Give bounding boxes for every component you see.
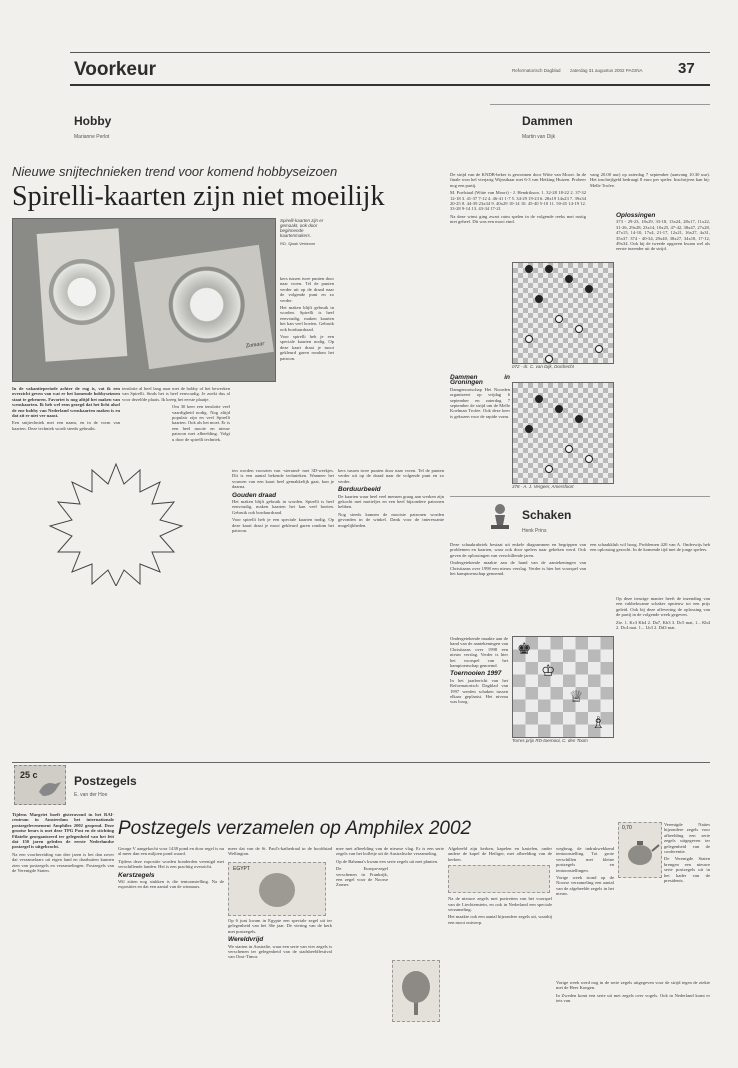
hobby-paragraph: Een snijtechniek met een naam, en in de vorm van kaarten. Deze techniek wordt steeds gebruikt. [12, 420, 120, 431]
postzegels-paragraph: George V aangekocht voor 1438 pond en door regel is nu al meer dan een miljoen pond waard. [118, 846, 224, 857]
hobby-photo [12, 218, 276, 382]
hobby-column-3 [232, 468, 334, 768]
hobby-column-side [280, 276, 334, 464]
dammen-section-title: Dammen [522, 114, 573, 128]
postzegels-paragraph: Op de Bahama's kwam een serie zegels uit met planten. [336, 858, 439, 864]
postzegels-column-3b [228, 918, 332, 1056]
black-piece [525, 425, 533, 433]
chess-pawn-icon [484, 502, 516, 532]
postzegels-paragraph: Verenigde Naties bijzondere zegels voor afbeelding een serie zegels uitgegeven ter gelegenheid van de conferentie. [664, 822, 710, 855]
hobby-section-title: Hobby [74, 114, 112, 128]
black-piece [535, 395, 543, 403]
teapot-stamp-price: 0,70 [622, 825, 632, 831]
hobby-column-4 [338, 468, 444, 768]
black-piece [575, 415, 583, 423]
schaken-column-right-lower [616, 596, 710, 776]
dammen-subhead: Dammen in Groningen [450, 374, 510, 387]
hobby-paragraph: kers tussen twee punten door naar voren. Tel de punten verder uit op de draad naar de volgende punt en zo verder. [280, 276, 334, 303]
dammen-paragraph: Damgenootschap Het Noorden organiseert op vrijdag 6 september en zaterdag 7 september de strijd om de Melle Koelman Trofee. Ook deze keer is gekozen voor de rapide vorm. [450, 386, 510, 419]
tree-icon [393, 961, 439, 1021]
postzegels-paragraph: Op 6 juni kwam in Egypte een speciale zegel uit ter gelegenheid van het 36e jaar. De viering van de kerk met postzegels. [228, 918, 332, 934]
postzegels-paragraph: In Zweden komt een serie uit met zegels over vogels. Ook in Nederland komt er iets van. [556, 992, 710, 1004]
oplossingen-title: Oplossingen [616, 212, 656, 219]
spirelli-card-left [37, 228, 128, 361]
egypt-stamp [228, 862, 326, 916]
hobby-paragraph: Het maken blijft gebruik in worden. Spirelli is heel eenvoudig, maken kaarten het kan veel boeien. Gebruik ook borduurdraad. [280, 305, 334, 332]
postzegels-paragraph: De Verenigde Staten brengen een nieuwe serie postzegels uit in het kader van de presidents. [664, 856, 710, 884]
schaken-column-left-lower [450, 636, 508, 786]
chess-bishop-icon: ♗ [591, 713, 606, 732]
portrait-stamps [448, 865, 550, 893]
white-piece [565, 445, 573, 453]
chess-diagram-caption: Torres prijs RD-toernooi, C. den Toom [512, 738, 588, 743]
photo-credit: RD, Sjaak Verboom [280, 241, 316, 246]
white-piece [575, 325, 583, 333]
schaken-paragraph: In het jaarbericht van het Reformatorisch Dagblad van 1997 werden schaken tussen elkaar geplaatst. Het niveau was hoog. [450, 677, 508, 705]
hobby-paragraph: Het maken blijft gebruik in worden. Spirelli is heel eenvoudig, maken kaarten het kan veel boeien. Gebruik ook borduurdraad. [232, 499, 334, 515]
postzegels-subhead: Kerstzegels [118, 871, 155, 879]
postzegels-paragraph: wegbrug, de indrukwekkend tentoonstelling. Tot grote verschillen met kleine postzegels en tentoonstellingen. [556, 846, 614, 873]
hobby-column-2 [122, 386, 230, 536]
postzegels-column-3 [228, 846, 332, 858]
postzegels-lead-column [12, 812, 114, 1057]
hobby-paragraph: Voor spirelli heb je een speciale kaarten nodig. Op deze kaart draai je mooi gekleurd garen rondom het patroon. [280, 334, 334, 361]
postzegels-paragraph: mee met afbeelding van de nieuwe vlag. Er is een serie zegels van het bolletje uit de Australische verzameling. [336, 846, 444, 857]
card-inscription: Zomaar [245, 340, 266, 350]
postzegels-paragraph: Na een voorbereiding van drie jaren is het dan zover dat verzamelaars uit eigen land en daarbuiten kunnen zien van postzegels en verzamelingen. Postzegels van de Verenigde Staten. [12, 851, 114, 874]
schaken-paragraph: een schaakklub wil hoog. Problemen 420 van A. Onderwijs heb een oplossing gezocht. In de komende tijd met de jonge spelers. [590, 542, 710, 553]
white-piece [545, 465, 553, 473]
black-piece [555, 405, 563, 413]
black-piece [535, 295, 543, 303]
spirelli-card-right [134, 245, 274, 369]
schaken-author: Henk Prins [522, 528, 547, 534]
dammen-column-top-right [590, 172, 710, 200]
postzegels-subhead: Wereldvrijd [228, 936, 264, 944]
schaken-solution: Zie. 1. Kc3 Kb4 2. Da7, Kb3 3. Dc5 mat, 1... Kb4 2. Dc4 mat. 1... Lb3 2. Dd3 mat. [616, 619, 710, 631]
egypt-stamp-label: EGYPT [233, 866, 250, 872]
postzegels-headline: Postzegels verzamelen op Amphilex 2002 [118, 818, 472, 839]
postzegels-column-8 [556, 980, 710, 1058]
egypt-stamp-emblem [259, 873, 295, 907]
postzegels-column-2 [118, 846, 224, 1056]
postzegels-section-title: Postzegels [74, 774, 137, 788]
board-1-caption: 072 - dr. C. van Dijk, Dordrecht [512, 364, 574, 369]
hobby-headline: Spirelli-kaarten zijn niet moeilijk [12, 181, 385, 212]
hobby-subhead: Borduurbeeld [338, 486, 381, 494]
photo-caption-text: Spirelli-kaarten zijn er gemaakt, ook door beginnende kaartenmakers. [280, 218, 324, 238]
hobby-paragraph: kers tussen twee punten door naar voren. Tel de punten verder uit op de draad naar de volgende punt en zo verder. [338, 468, 444, 484]
hobby-lead: In de vakantieperiode achter de rug is, vat ik een overzicht geven van wat er het komende hobbyseizoen staat te gebeuren. Favoriet is nog altijd het maken van wenskaarten. Ik heb wel eens gezegd dat het licht alsof de ene hobby van Nederland wenskaarten maken is en dat zit er niet ver naast. [12, 386, 120, 419]
postzegels-column-5 [448, 846, 552, 1056]
schaken-column-2 [590, 542, 710, 592]
draughts-board-1 [512, 262, 614, 364]
white-piece [585, 455, 593, 463]
chess-queen-icon: ♕ [569, 687, 584, 706]
dammen-game-notation: M. Poelstaal (Witte van Moort) - J. Hendrikson. 1. 32-28 18-22 2. 37-32 12-18 3. 41-37 7-12 4. 46-41 1-7 5. 34-29 19-23 6. 28x19 14x23 7. 39x34 20-25 8. 44-39 23x34 9. 40x29 10-14 10. 45-40 5-10 11. 50-45 14-19 12. 33-28 9-14 13. 43-34 17-21 [450, 190, 586, 212]
hobby-paragraph: ten worden voorzien van -sierrand- met 3D-werkjes. Dit is een aantal bekende technieken. Wanneer het vouwen van een kaart heel gemakkelijk gaat, kun je daarna. [232, 468, 334, 490]
black-piece [545, 265, 553, 273]
postzegel-price-badge [14, 765, 66, 805]
price-badge-text: 25 c [20, 770, 38, 780]
postzegels-paragraph: Na de nieuwe zegels met portretten van het voorspel van de Liechtenstein, en ook in Nederland een speciale verzameling. [448, 896, 552, 913]
page-section-title: Voorkeur [74, 59, 157, 80]
black-piece [585, 285, 593, 293]
tree-stamp [392, 960, 440, 1022]
oplossingen-text: 373 - 29-23, 18x29, 33-18, 13x24, 28x17, 11x22, 31-26, 29x28, 23x14, 10x25, 47-42, 38x47, 27x28, 47x15, 14-10, 17x4, 21-17, 12x21, 16x27, 4x31, 35x37. 374 - 40-34, 29x40, 38x27, 34x18, 17-12, 49x34. Ook bij de tweede opgaven kwam wel als eerste inzender uit de strijd. [616, 219, 710, 252]
postzegels-paragraph: Vorige week werd nog in de serie zegels uitgegeven voor de strijd tegen de ziekte met de Heer Kongen. [556, 980, 710, 991]
postzegels-column-4 [336, 846, 444, 1056]
postzegels-paragraph: Het maakte ook een aantal bijzondere zegels uit, waarbij een mooi ontwerp. [448, 914, 552, 925]
dammen-column-2 [450, 372, 510, 452]
postzegels-paragraph: meer dat van de St. Paul's-kathedraal in de hoofdstad Wellington. [228, 846, 332, 857]
white-piece [595, 345, 603, 353]
hobby-paragraph: De kaarten waar heel veel mensen graag aan werken zijn gekocht met motiefjes en een heel bijzondere patronen hebben. [338, 493, 444, 510]
dammen-solutions [616, 210, 710, 480]
issue-date: zaterdag 31 augustus 2002 PAGINA [570, 68, 643, 73]
hobby-paragraph: Om 30 keer een tenslotte veel vaardigheid nodig. Nog altijd populair zijn en veel Spirelli kaarten. Ook als het moet. Er is een heel mooie en nieuw patroon met afbeelding. Volgt u door de spirelli techniek. [172, 404, 230, 442]
white-piece [525, 335, 533, 343]
white-piece [545, 355, 553, 363]
schaken-paragraph: Deze schaakrubriek bestaat uit enkele diagrammen en begrippen van problemen en kaarten, waar ook door spelers naar gekeken werd. Ook geven de oplossingen van verschillende jaren. [450, 542, 586, 558]
schaken-column-1 [450, 542, 586, 636]
postzegels-paragraph: De Europa-zegel verschenen in Frankrijk, een zegel voor de Noorse Zomer. [336, 866, 388, 888]
bird-icon [37, 776, 63, 800]
postzegels-paragraph: Vorige week stond op de Noorse verzameling een aantal van de afgebeelde zegels in het nieuw. [556, 875, 614, 897]
hobby-author: Marianne Perlot [74, 134, 110, 140]
hobby-paragraph: Voor spirelli heb je een speciale kaarten nodig. Op deze kaart draai je mooi gekleurd garen rondom het patroon. [232, 517, 334, 534]
hobby-paragraph: tenslotte al heel lang naar met de hobby of het bewerken van Spirelli. Sinds het is heel eenvoudig. Je zoekt dus al voor dezelfde plaats. Ik kreeg het eerste plaatje. [122, 386, 230, 402]
teapot-stamp [618, 822, 662, 878]
page-number: 37 [678, 60, 695, 77]
dammen-paragraph: vang 20.00 uur) op zaterdag 7 september (aanvang 10.30 uur). Het inschrijfgeld bedraagt 8 euro per speler. Inschrijven kan bij: Melle Trofee. [590, 172, 710, 188]
schaken-subhead: Toernooien 1997 [450, 670, 502, 678]
hobby-subhead: Gouden draad [232, 491, 277, 499]
newspaper-name: Reformatorisch Dagblad [512, 68, 561, 73]
dammen-paragraph: Na deze winst ging zwart ruim spelen in de volgende reeks met rustig niet geheel. Dit was een mooi eind. [450, 213, 586, 225]
postzegels-paragraph: We starten in Australie, waar een serie van vier zegels is verschenen ter gelegenheid van de stadsbeeldfestival van Oost-Timor. [228, 943, 332, 960]
hobby-paragraph: Nog steeds kunnen de mooiste patronen worden gevonden in de winkel. Dank voor de interessante mogelijkheden. [338, 511, 444, 528]
board-2-caption: 378 - A. J. Vergeer, Amersfoort [512, 484, 574, 489]
schaken-section-title: Schaken [522, 508, 572, 522]
postzegels-lead: Tijdens Margriet hoeft gisteravond in het RAI-centrum in Amsterdam het internationale postzegelevenement Amphilex 2002 geopend. Deze grootse beurs is met deze TPG Post en de stichting Filatelie georganiseerd ter gelegenheid van het feit dat 150 jaren geleden de eerste Nederlandse postzegel is uitgebracht. [12, 812, 114, 850]
schaken-paragraph: Ondergetekende maakte aan de hand van de aantekeningen van Christiaans over 1998 een nieuw verslag. Verder is hier het voorspel van het kampioenschap genoemd. [450, 636, 508, 669]
postzegels-paragraph: Wil zitten nog stukken is die tentoonstelling. Na de exposities en dat een aantal van de winnaars. [118, 879, 224, 890]
postzegels-author: E. van der Hoe [74, 792, 108, 798]
dammen-author: Martin van Dijk [522, 134, 556, 140]
teapot-icon [619, 823, 661, 877]
postzegels-paragraph: Afgebeeld zijn kerken, kapelen en kastelen, onder andere de kapel de Heiliger, met afbeelding van de kerken. [448, 846, 552, 862]
schaken-paragraph: Op deze treurige manier heeft de inzending van een vakbekwame schaker opnieuw tot een prijs geleid. Ook bij deze aflevering de oplossing van de partij in de volgende week gegeven. [616, 596, 710, 618]
schaken-paragraph: Ondergetekende maakte aan de hand van de aantekeningen van Christiaans over 1998 een nieuw verslag. Verder is hier het voorspel van het kampioenschap genoemd. [450, 560, 586, 577]
dammen-paragraph: De strijd van de KNDB-beker is gewonnen door Witte van Moort. In de finale won hel vierjarig Wijnstbaar met 6-3 van Heiking Huizen. Probeer nog een partij. [450, 172, 586, 188]
draughts-board-2 [512, 382, 614, 484]
black-piece [565, 275, 573, 283]
postzegels-column-6 [556, 846, 614, 976]
chess-diagram [512, 636, 614, 738]
chess-king-black-icon: ♚ [517, 639, 532, 658]
postzegels-paragraph: Tijdens deze expositie worden honderden verenigd met verschillende landen. Het is een prachtig overzicht. [118, 858, 224, 870]
chess-king-icon: ♔ [541, 661, 556, 680]
hobby-kicker: Nieuwe snijtechnieken trend voor komend hobbyseizoen [12, 164, 338, 179]
white-piece [555, 315, 563, 323]
black-piece [525, 265, 533, 273]
hobby-photo-caption [280, 218, 330, 246]
